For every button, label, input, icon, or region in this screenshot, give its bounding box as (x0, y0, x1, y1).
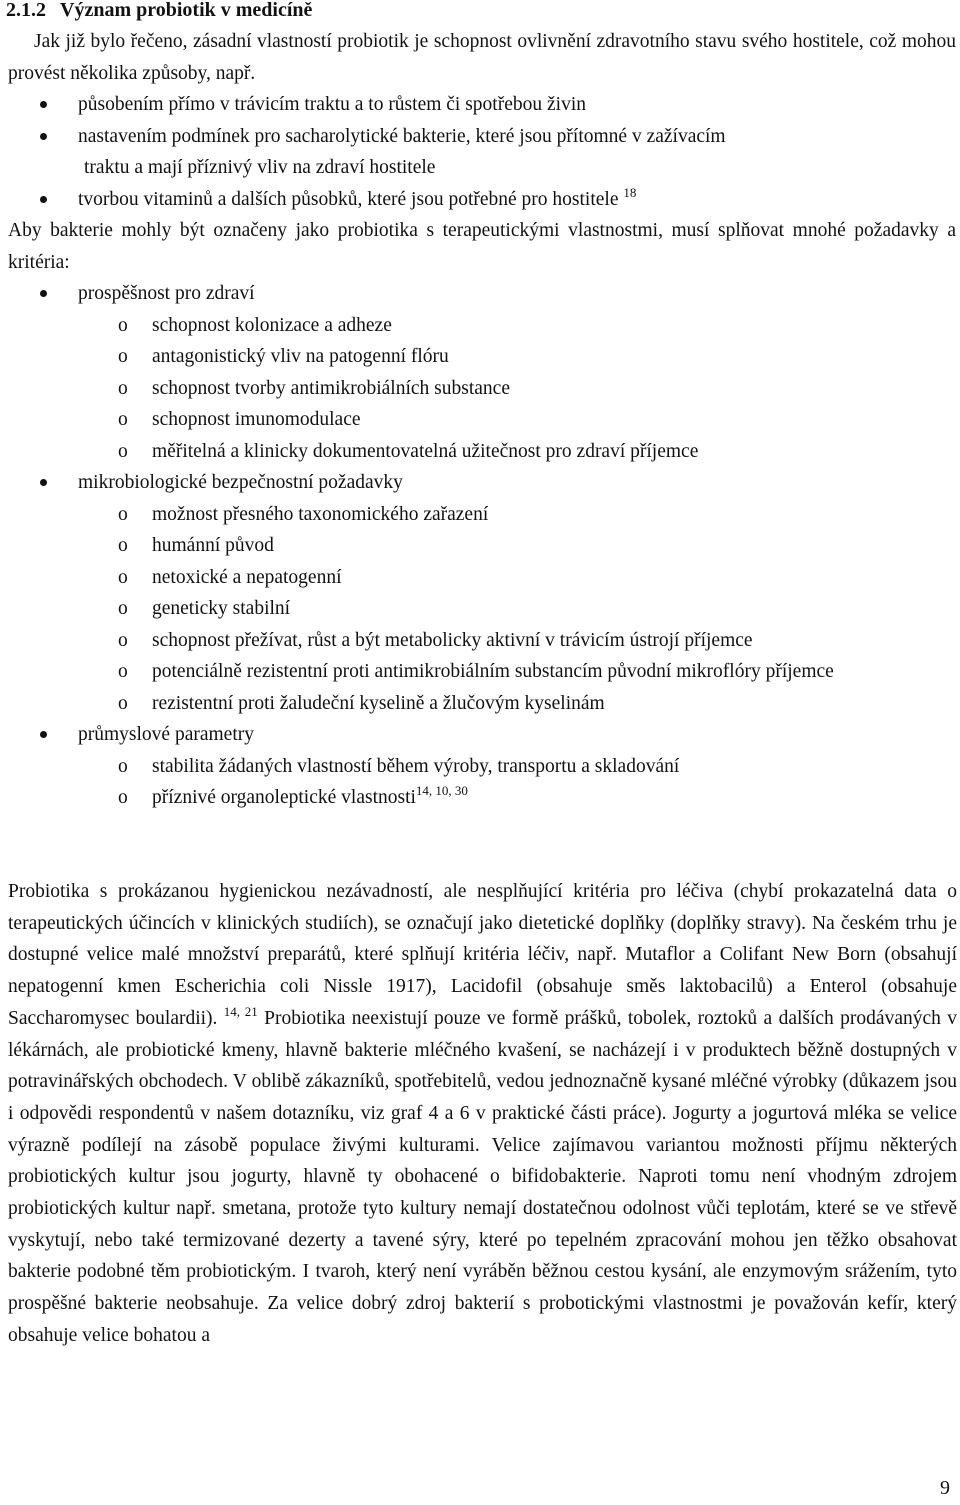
circle-bullet-icon: o (118, 787, 128, 808)
circle-bullet-icon: o (118, 629, 128, 651)
section-title: Význam probiotik v medicíně (60, 0, 313, 21)
criteria-industrial-items (8, 751, 956, 814)
list-item-text: nastavením podmínek pro sacharolytické bakterie, které jsou přítomné v zažívacím (78, 125, 726, 147)
list-item-text: humánní původ (152, 535, 274, 556)
list-item (8, 688, 956, 720)
list-item-text: traktu a mají příznivý vliv na zdraví hostitele (84, 157, 436, 178)
reference-superscript: 14, 21 (223, 1003, 258, 1019)
intro-paragraph: Jak již bylo řečeno, zásadní vlastností probiotik je schopnost ovlivnění zdravotního stavu svého hostitele, což mohou provést několika způsoby, např. (8, 31, 956, 84)
circle-bullet-icon: o (118, 535, 128, 556)
body-paragraph (8, 876, 957, 1352)
criteria-intro: Aby bakterie mohly být označeny jako probiotika s terapeutickými vlastnostmi, musí splňovat mnohé požadavky a kritéria: (8, 220, 956, 273)
list-item-text: potenciálně rezistentní proti antimikrobiálním substancím původní mikroflóry příjemce (152, 661, 834, 682)
list-item (8, 751, 956, 783)
bullet-icon (40, 133, 47, 140)
reference-superscript: 14, 10, 30 (415, 783, 468, 798)
list-item (8, 373, 956, 405)
list-item-text: schopnost imunomodulace (152, 409, 361, 430)
list-item-text: tvorbou vitaminů a dalších působků, které jsou potřebné pro hostitele (78, 188, 619, 210)
list-item-text: měřitelná a klinicky dokumentovatelná užitečnost pro zdraví příjemce (152, 440, 699, 462)
bullet-icon (40, 196, 47, 203)
list-item-text: schopnost tvorby antimikrobiálních substance (152, 377, 510, 399)
list-item-text: rezistentní proti žaludeční kyselině a žlučovým kyselinám (152, 692, 605, 714)
list-item-text: netoxické a nepatogenní (152, 566, 342, 588)
list-item (8, 310, 956, 342)
paragraph-text-part-2: Probiotika neexistují pouze ve formě prášků, tobolek, roztoků a dalších prodávaných v lékárnách, ale probiotické kmeny, hlavně bakterie mléčného kvašení, se nacházejí i v produktech běžně dostupných v potravinářských obchodech. V oblibě zákazníků, spotřebitelů, vedou jednoznačně kysané mléčné výrobky (důkazem jsou i odpovědi respondentů v našem dotazníku, viz graf 4 a 6 v praktické části práce). Jogurty a jogurtová mléka se velice výrazně podílejí na zásobě populace živými kulturami. Velice zajímavou variantou možnosti příjmu některých probiotických kultur jsou jogurty, hlavně ty obohacené o bifidobakterie. Naproti tomu není vhodným zdrojem probiotických kultur např. smetana, protože tyto kultury nemají dostatečnou odolnost vůči teplotám, které se ve střevě vyskytují, nebo také termizované dezerty a tavené sýry, které po tepelném zpracování mohou jen těžko obsahovat bakterie podobné těm probiotickým. I tvaroh, který není vyráběn běžnou cestou kysání, ale enzymovým srážením, tyto prospěšné bakterie neobsahuje. Za velice dobrý zdroj bakterií s probotickými vlastnostmi je považován kefír, který obsahuje velice bohatou a (8, 1007, 958, 1346)
criteria-list-2 (8, 467, 956, 499)
circle-bullet-icon: o (118, 377, 128, 399)
criteria-list-block (8, 278, 956, 814)
circle-bullet-icon: o (118, 440, 128, 462)
list-item-text: působením přímo v trávicím traktu a to růstem či spotřebou živin (78, 94, 586, 115)
list-item (8, 499, 956, 531)
list-item (8, 593, 956, 625)
criteria-group-title: prospěšnost pro zdraví (78, 283, 255, 304)
list-item-text: možnost přesného taxonomického zařazení (152, 503, 489, 525)
criteria-safety-items (8, 499, 956, 720)
list-item (8, 404, 956, 436)
bullet-icon (40, 290, 47, 297)
list-item (8, 184, 956, 216)
criteria-list (8, 278, 956, 310)
paragraph-text-part-1: Probiotika s prokázanou hygienickou nezávadností, ale nesplňující kritéria pro léčiva (chybí prokazatelná data o terapeutických účincích v klinických studiích), se označují jako dietetické doplňky (doplňky stravy). Na českém trhu je dostupné velice malé množství preparátů, které splňují kritéria léčiv, např. Mutaflor a Colifant New Born (obsahují nepatogenní kmen Escherichia coli Nissle 1917), Lacidofil (obsahuje směs laktobacilů) a Enterol (obsahuje Saccharomysec boulardii). (8, 881, 957, 1029)
criteria-group-health (8, 278, 956, 310)
bullet-icon (40, 101, 47, 108)
list-item (8, 656, 956, 688)
list-item-text: schopnost přežívat, růst a být metabolicky aktivní v trávicím ústrojí příjemce (152, 629, 753, 651)
criteria-health-items (8, 310, 956, 468)
criteria-group-safety (8, 467, 956, 499)
list-item (8, 625, 956, 657)
section-number: 2.1.2 (6, 0, 46, 21)
circle-bullet-icon: o (118, 503, 128, 525)
circle-bullet-icon: o (118, 314, 128, 336)
circle-bullet-icon: o (118, 755, 128, 777)
list-item-text: antagonistický vliv na patogenní flóru (152, 346, 449, 367)
ways-list (8, 89, 956, 215)
circle-bullet-icon: o (118, 409, 128, 430)
ways-list-block (8, 89, 956, 215)
bullet-icon (40, 479, 47, 486)
circle-bullet-icon: o (118, 661, 128, 682)
list-item-continuation (8, 152, 956, 184)
list-item-text: stabilita žádaných vlastností během výroby, transportu a skladování (152, 755, 680, 777)
criteria-list-3 (8, 719, 956, 751)
list-item-text: příznivé organoleptické vlastnosti (152, 787, 416, 808)
circle-bullet-icon: o (118, 566, 128, 588)
circle-bullet-icon: o (118, 598, 128, 619)
section-heading (6, 0, 312, 27)
page-number: 9 (940, 1477, 950, 1499)
circle-bullet-icon: o (118, 346, 128, 367)
list-item (8, 436, 956, 468)
list-item (8, 89, 956, 121)
criteria-group-title: mikrobiologické bezpečnostní požadavky (78, 472, 403, 493)
criteria-group-title: průmyslové parametry (78, 724, 254, 745)
list-item (8, 530, 956, 562)
list-item-text: schopnost kolonizace a adheze (152, 314, 392, 336)
list-item (8, 341, 956, 373)
list-item (8, 562, 956, 594)
reference-superscript: 18 (623, 184, 637, 200)
criteria-group-industrial (8, 719, 956, 751)
list-item (8, 121, 956, 153)
bullet-icon (40, 731, 47, 738)
list-item (8, 782, 956, 814)
circle-bullet-icon: o (118, 692, 128, 714)
list-item-text: geneticky stabilní (152, 598, 291, 619)
